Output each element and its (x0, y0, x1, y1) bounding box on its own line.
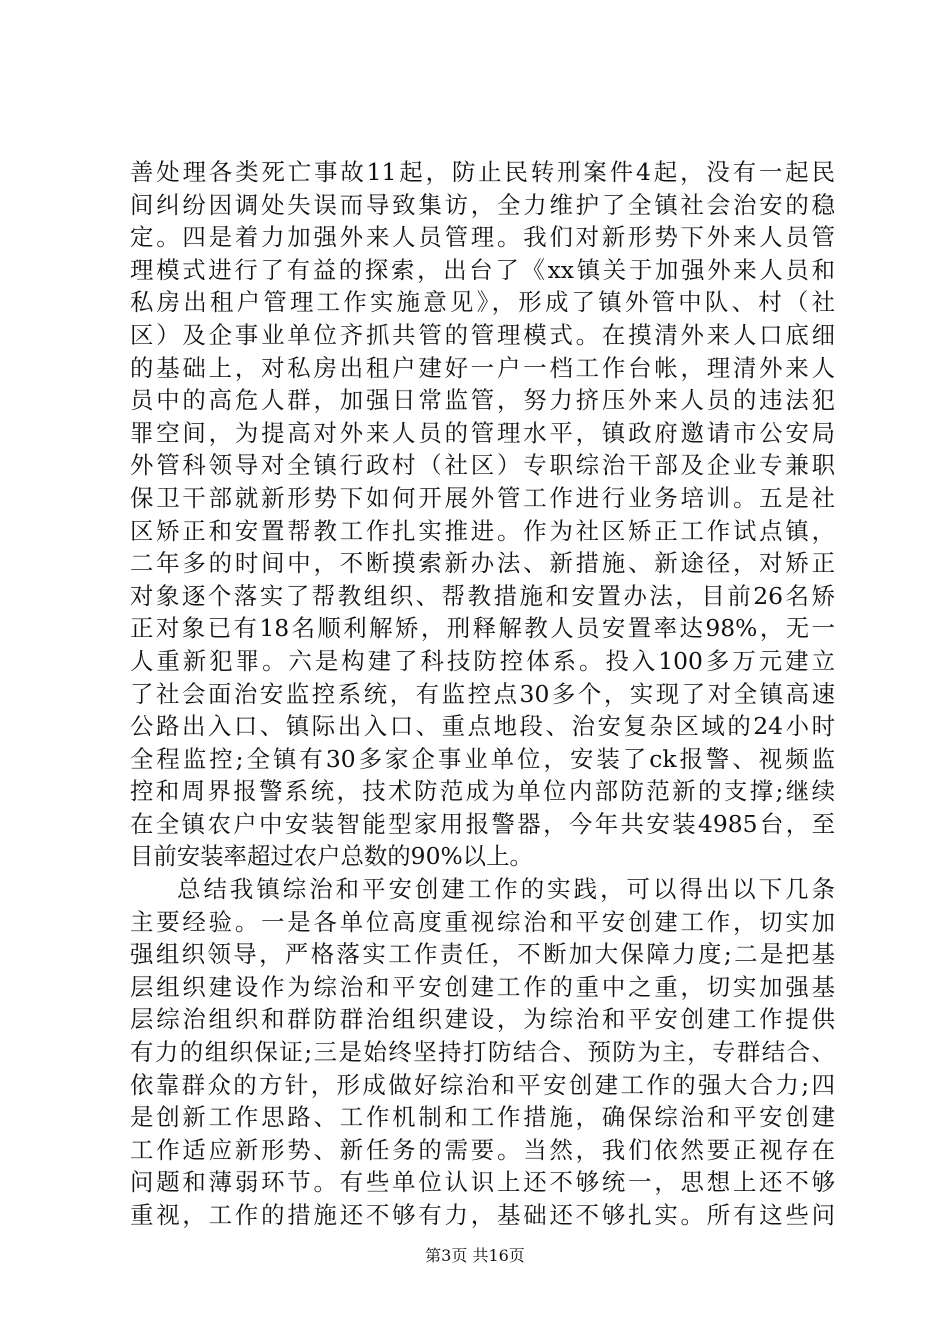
text-line: 人重新犯罪。六是构建了科技防控体系。投入100多万元建立 (130, 646, 835, 675)
text-line: 强组织领导，严格落实工作责任，不断加大保障力度;二是把基 (130, 940, 835, 969)
text-line: 全程监控;全镇有30多家企事业单位，安装了ck报警、视频监 (130, 744, 835, 773)
text-line: 理模式进行了有益的探索，出台了《xx镇关于加强外来人员和 (130, 255, 835, 284)
text-line: 外管科领导对全镇行政村（社区）专职综治干部及企业专兼职 (130, 451, 835, 480)
text-line: 层综治组织和群防群治组织建设，为综治和平安创建工作提供 (130, 1005, 835, 1034)
text-line: 的基础上，对私房出租户建好一户一档工作台帐，理清外来人 (130, 353, 835, 382)
text-line: 区）及企事业单位齐抓共管的管理模式。在摸清外来人口底细 (130, 320, 835, 349)
text-line: 有力的组织保证;三是始终坚持打防结合、预防为主，专群结合、 (130, 1038, 835, 1067)
text-line: 定。四是着力加强外来人员管理。我们对新形势下外来人员管 (130, 223, 835, 252)
text-line: 层组织建设作为综治和平安创建工作的重中之重，切实加强基 (130, 972, 835, 1001)
text-line: 罪空间，为提高对外来人员的管理水平，镇政府邀请市公安局 (130, 418, 835, 447)
text-line: 在全镇农户中安装智能型家用报警器，今年共安装4985台，至 (130, 809, 835, 838)
text-line: 依靠群众的方针，形成做好综治和平安创建工作的强大合力;四 (130, 1070, 835, 1099)
text-line: 目前安装率超过农户总数的90%以上。 (130, 842, 533, 871)
text-line: 控和周界报警系统，技术防范成为单位内部防范新的支撑;继续 (130, 777, 835, 806)
text-line: 二年多的时间中，不断摸索新办法、新措施、新途径，对矫正 (130, 549, 835, 578)
text-line: 区矫正和安置帮教工作扎实推进。作为社区矫正工作试点镇， (130, 516, 835, 545)
text-line: 工作适应新形势、新任务的需要。当然，我们依然要正视存在 (130, 1135, 835, 1164)
text-line: 善处理各类死亡事故11起，防止民转刑案件4起，没有一起民 (130, 158, 835, 186)
text-line: 间纠纷因调处失误而导致集访，全力维护了全镇社会治安的稳 (130, 190, 835, 219)
text-line: 对象逐个落实了帮教组织、帮教措施和安置办法，目前26名矫 (130, 581, 835, 610)
text-line: 主要经验。一是各单位高度重视综治和平安创建工作，切实加 (130, 907, 835, 936)
text-line: 保卫干部就新形势下如何开展外管工作进行业务培训。五是社 (130, 483, 835, 512)
paragraph-first-line: 总结我镇综治和平安创建工作的实践，可以得出以下几条 (177, 875, 835, 904)
page-number-footer: 第3页 共16页 (425, 1246, 525, 1265)
text-line: 员中的高危人群，加强日常监管，努力挤压外来人员的违法犯 (130, 386, 835, 415)
text-line: 公路出入口、镇际出入口、重点地段、治安复杂区域的24小时 (130, 712, 835, 741)
text-line: 是创新工作思路、工作机制和工作措施，确保综治和平安创建 (130, 1103, 835, 1132)
text-line: 了社会面治安监控系统，有监控点30多个，实现了对全镇高速 (130, 679, 835, 708)
text-line: 私房出租户管理工作实施意见》，形成了镇外管中队、村（社 (130, 288, 835, 317)
text-line: 问题和薄弱环节。有些单位认识上还不够统一，思想上还不够 (130, 1168, 835, 1197)
text-line: 重视，工作的措施还不够有力，基础还不够扎实。所有这些问 (130, 1201, 835, 1229)
document-body (130, 156, 835, 1232)
text-line: 正对象已有18名顺利解矫，刑释解教人员安置率达98%，无一 (130, 614, 835, 643)
